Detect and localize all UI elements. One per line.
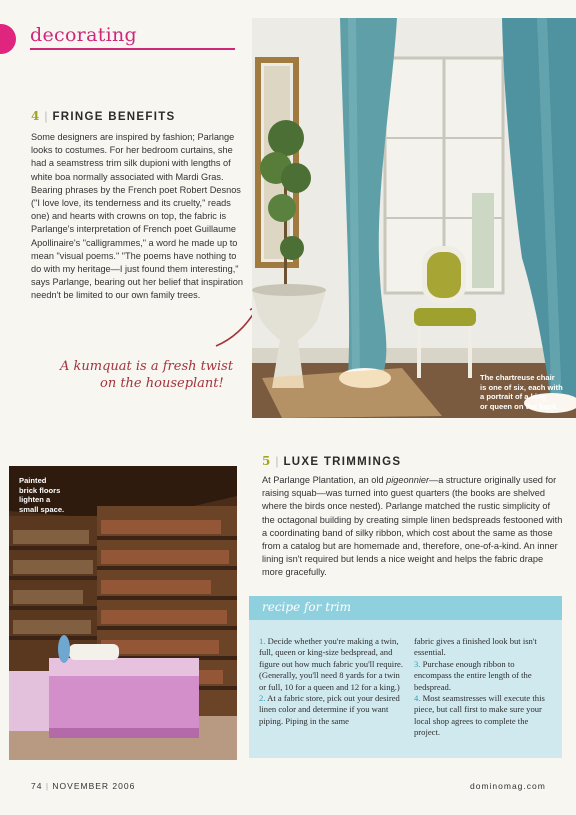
recipe-step-3: 3. Purchase enough ribbon to encompass the entire length of the bedspread. — [414, 658, 532, 692]
recipe-step-2-cont: fabric gives a finished look but isn't essential. — [414, 636, 537, 658]
luxe-number: 5 — [262, 454, 271, 468]
luxe-title: LUXE TRIMMINGS — [283, 456, 402, 468]
section-label: decorating — [30, 24, 138, 46]
recipe-column-left — [259, 636, 404, 727]
section-dot — [0, 24, 16, 54]
page-number: 74 — [31, 781, 43, 791]
luxe-body: At Parlange Plantation, an old pigeonnier—a structure originally used for raising squab—was turned into guest quarters (the books are shelved where the birds once nested). Parlange matched the rustic simplicity of the octagonal building by creating simple linen bedspreads festooned with a coordinating band of silky ribbon, which cost about the same as those from a catalog but are homemade and, therefore, one-of-a-kind. An inner lining isn't required but lends a nice weight and helps the fabric drape more gracefully. — [262, 475, 563, 578]
recipe-header — [249, 596, 562, 620]
handwritten-line-1: A kumquat is a fresh twist — [60, 359, 234, 374]
footer-site: dominomag.com — [470, 781, 546, 791]
fringe-title: FRINGE BENEFITS — [52, 111, 176, 123]
chair-caption: The chartreuse chair is one of six, each with a portrait of a king or queen on the back. — [480, 373, 563, 411]
handwritten-note — [60, 358, 260, 392]
fringe-heading: 4 | FRINGE BENEFITS — [31, 109, 176, 123]
footer-page: 74 | NOVEMBER 2006 — [31, 781, 136, 791]
recipe-step-1: 1. Decide whether you're making a twin, full, queen or king-size bedspread, and figure out how much fabric you'll require. (Generally, you'll need 8 yards for a twin or full, 10 for a queen and 12 for a king.) — [259, 636, 404, 692]
fringe-body: Some designers are inspired by fashion; Parlange looks to costumes. For her bedroom curtains, she had a seamstress trim silk dupioni with lengths of white boa normally associated with Mardi Gras. Bearing phrases by the French poet Robert Desnos ("I love love, its tenderness and its cruelty," reads one) and hearts with crowns on top, the fabric is Parlange's interpretation of French poet Guillaume Apollinaire's "calligrammes," a word he made up to mean "visual poems." "The poems have nothing to do with my heritage—I just found them interesting," says Parlange, bearing out her belief that inspiration needn't be limited to our own family trees. — [31, 132, 243, 301]
fringe-number: 4 — [31, 109, 40, 123]
curtain-photo — [252, 18, 576, 418]
issue-date: NOVEMBER 2006 — [52, 781, 136, 791]
recipe-step-4: 4. Most seamstresses will execute this piece, but call first to make sure your local shop agrees to complete the project. — [414, 693, 545, 738]
recipe-box — [249, 596, 562, 758]
luxe-heading: 5 | LUXE TRIMMINGS — [262, 454, 402, 468]
luxe-body-italic: pigeonnier — [386, 475, 430, 485]
recipe-step-2: 2. At a fabric store, pick out your desired linen color and determine if you want piping. Piping in the same — [259, 693, 400, 726]
recipe-column-right — [414, 636, 554, 739]
recipe-title: recipe for trim — [262, 600, 351, 614]
header-rule — [30, 48, 235, 50]
floor-caption: Painted brick floors lighten a small space. — [19, 476, 65, 514]
handwritten-line-2: on the houseplant! — [100, 376, 224, 391]
library-photo — [9, 466, 237, 760]
